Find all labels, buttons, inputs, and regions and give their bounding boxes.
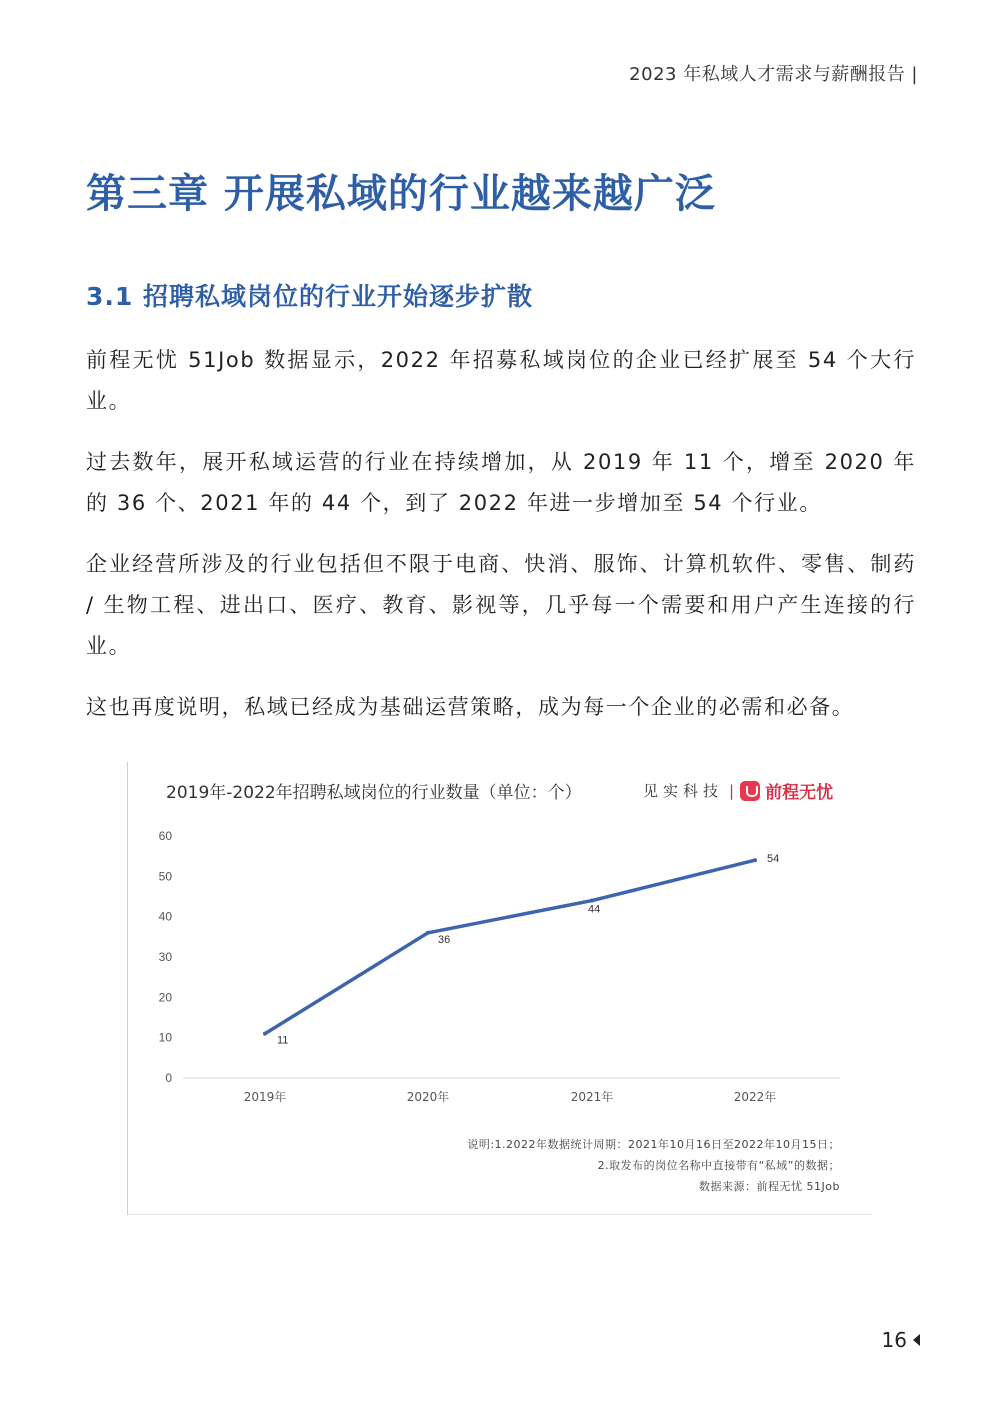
chart-title: 2019年-2022年招聘私域岗位的行业数量（单位：个）: [166, 783, 582, 803]
data-label: 44: [588, 903, 601, 916]
page-number-text: 16: [881, 1328, 907, 1352]
y-tick-label: 30: [158, 950, 172, 964]
page-number: [882, 1328, 920, 1352]
y-tick-label: 10: [158, 1030, 172, 1045]
data-point: [263, 1032, 267, 1036]
note-line-2: 2.取发布的岗位名称中直接带有“私域”的数据；: [597, 1159, 840, 1172]
data-label: 36: [438, 933, 451, 946]
chapter-title: 第三章 开展私域的行业越来越广泛: [86, 171, 716, 217]
paragraph-3: 企业经营所涉及的行业包括但不限于电商、快消、服饰、计算机软件、零售、制药 / 生物工程、进出口、医疗、教育、影视等，几乎每一个需要和用户产生连接的行业。: [86, 552, 916, 658]
qiancheng-logo-text: 前程无忧: [765, 783, 834, 803]
page-arrow-icon: [913, 1334, 920, 1346]
x-tick-label: 2021年: [570, 1090, 614, 1104]
y-tick-label: 40: [158, 909, 172, 924]
note-line-1: 说明:1.2022年数据统计周期：2021年10月16日至2022年10月15日；: [467, 1138, 840, 1151]
paragraph-1: 前程无忧 51Job 数据显示，2022 年招募私域岗位的企业已经扩展至 54 个大行业。: [86, 348, 916, 413]
data-point: [753, 858, 757, 862]
paragraph-2: 过去数年，展开私域运营的行业在持续增加，从 2019 年 11 个，增至 2020 年的 36 个、2021 年的 44 个，到了 2022 年进一步增加至 54 个行业。: [86, 450, 916, 515]
data-point: [426, 931, 430, 935]
x-tick-label: 2019年: [243, 1090, 287, 1104]
y-tick-label: 60: [158, 829, 172, 843]
series-line: [265, 860, 755, 1033]
report-header: 2023 年私域人才需求与薪酬报告 |: [629, 64, 918, 85]
data-label: 11: [277, 1034, 289, 1047]
note-source: 数据来源：前程无忧 51Job: [699, 1180, 840, 1193]
y-tick-label: 0: [165, 1071, 172, 1085]
chart-notes: [467, 1134, 840, 1197]
paragraph-4: 这也再度说明，私域已经成为基础运营策略，成为每一个企业的必需和必备。: [86, 695, 855, 719]
x-tick-label: 2022年: [733, 1090, 777, 1104]
data-point: [590, 899, 594, 903]
y-tick-label: 20: [158, 990, 172, 1005]
section-title: 3.1 招聘私域岗位的行业开始逐步扩散: [86, 282, 533, 311]
jianshi-logo-text: 见实科技: [643, 782, 724, 800]
y-tick-label: 50: [158, 869, 172, 884]
brand-separator: |: [729, 781, 735, 800]
x-tick-label: 2020年: [406, 1090, 450, 1104]
data-label: 54: [767, 853, 780, 866]
industry-count-chart: [127, 762, 872, 1215]
